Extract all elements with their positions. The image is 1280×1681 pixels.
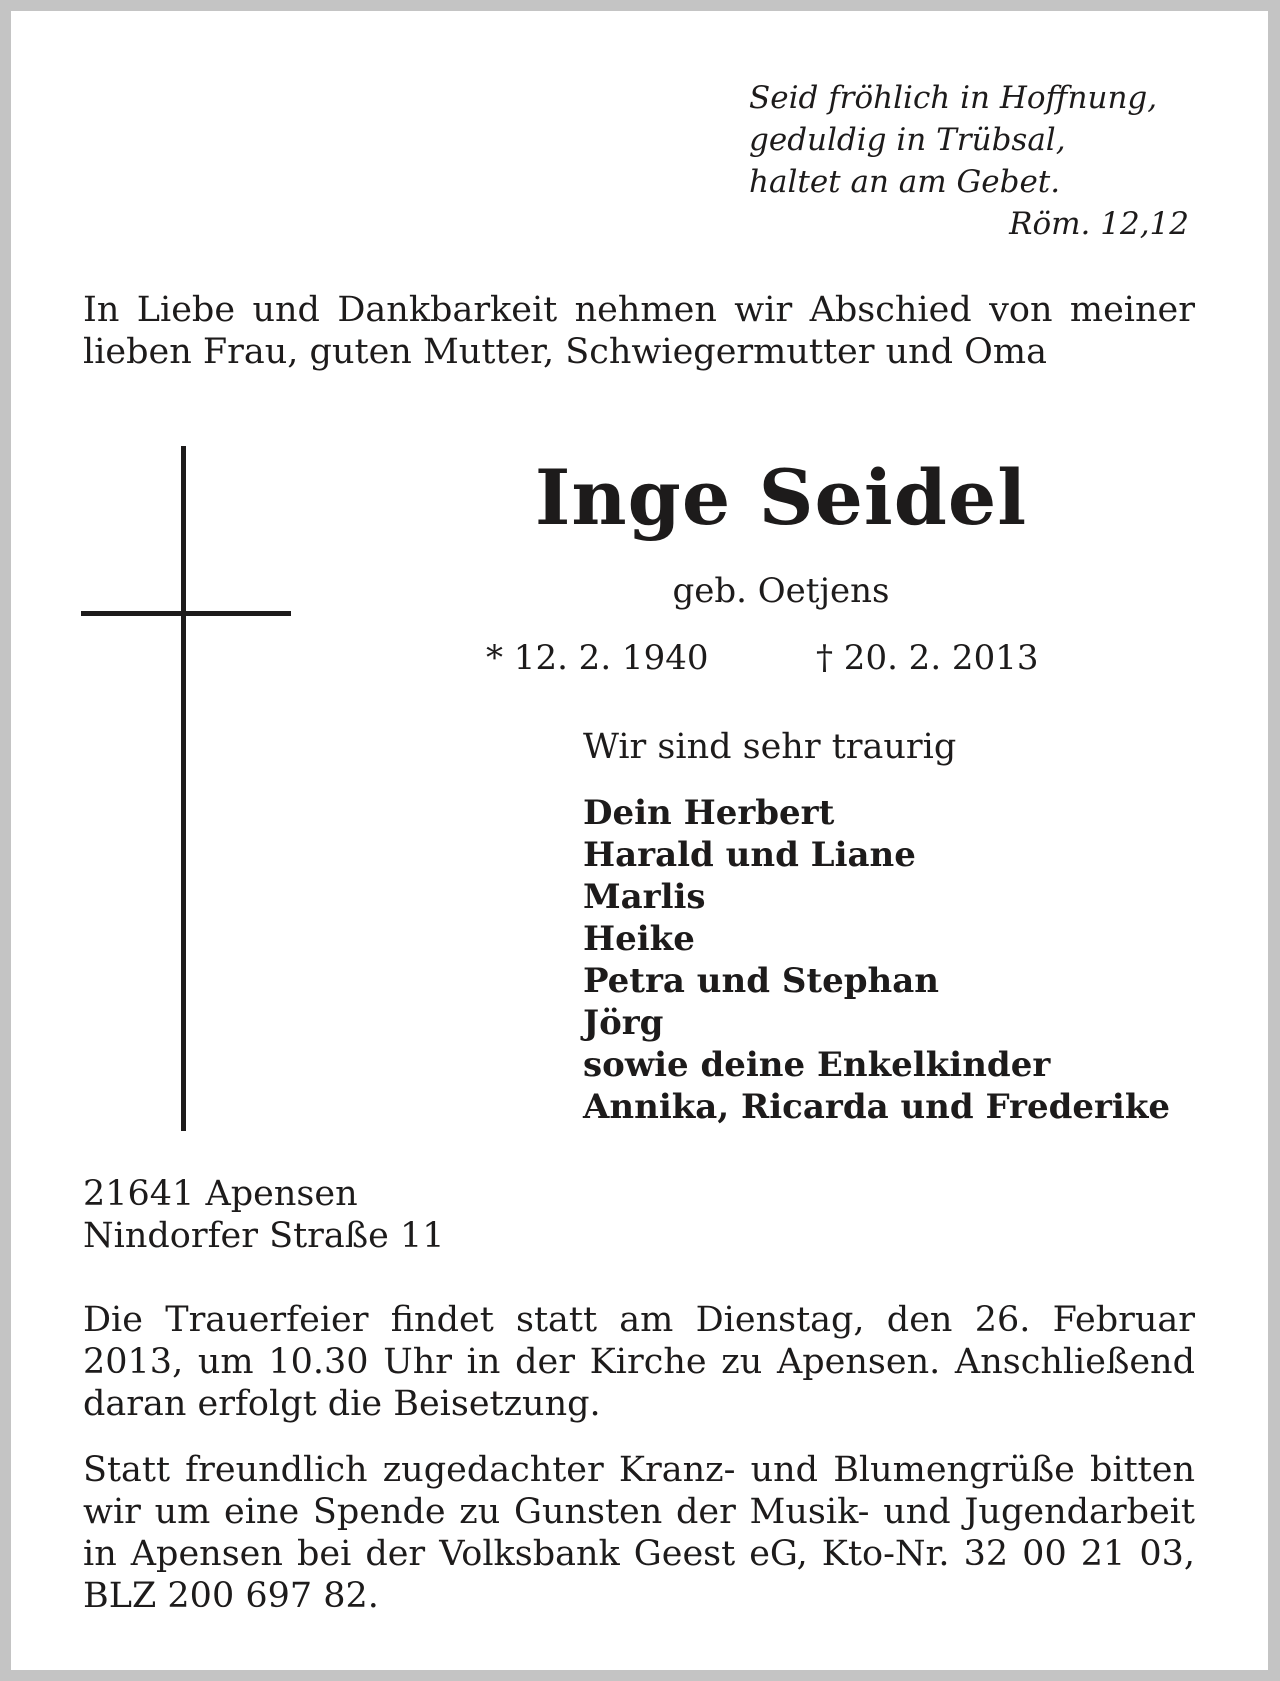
mourning-statement: Wir sind sehr traurig [583,727,957,767]
obituary-notice [11,11,1268,1670]
verse-line: haltet an am Gebet. [749,164,1061,200]
mourner: Heike [583,919,695,959]
mourner: Dein Herbert [583,793,835,833]
family-address [83,1173,444,1257]
mourner: sowie deine Enkelkinder [583,1045,1051,1085]
deceased-name: Inge Seidel [534,453,1028,542]
birth-date: * 12. 2. 1940 [486,638,709,678]
verse-reference: Röm. 12,12 [1009,206,1189,242]
maiden-name: geb. Oetjens [672,571,890,611]
mourner: Jörg [583,1003,664,1043]
mourner: Annika, Ricarda und Frederike [583,1087,1171,1127]
verse-line: Seid fröhlich in Hoffnung, [749,80,1158,116]
farewell-intro: In Liebe und Dankbarkeit nehmen wir Abschied von meiner lieben Frau, guten Mutter, Schwiegermutter und Oma [83,290,1195,372]
mourner: Marlis [583,877,706,917]
death-date: † 20. 2. 2013 [816,638,1039,678]
mourner: Harald und Liane [583,835,916,875]
verse-line: geduldig in Trübsal, [749,122,1066,158]
mourners-list [583,792,1170,1128]
address-city: 21641 Apensen [83,1174,358,1214]
donation-notice: Statt freundlich zugedachter Kranz- und Blumengrüße bitten wir um eine Spende zu Gunsten der Musik- und Jugendarbeit in Apensen bei der Volksbank Geest eG, Kto-Nr. 32 00 21 03, BLZ 200 697 82. [83,1450,1195,1616]
mourner: Petra und Stephan [583,961,939,1001]
cross-icon-bar [81,611,291,616]
funeral-notice: Die Trauerfeier findet statt am Dienstag, den 26. Februar 2013, um 10.30 Uhr in der Kirche zu Apensen. Anschließend daran erfolgt die Beisetzung. [83,1300,1195,1424]
cross-icon [181,446,186,1131]
bible-verse [749,77,1189,245]
address-street: Nindorfer Straße 11 [83,1216,445,1256]
